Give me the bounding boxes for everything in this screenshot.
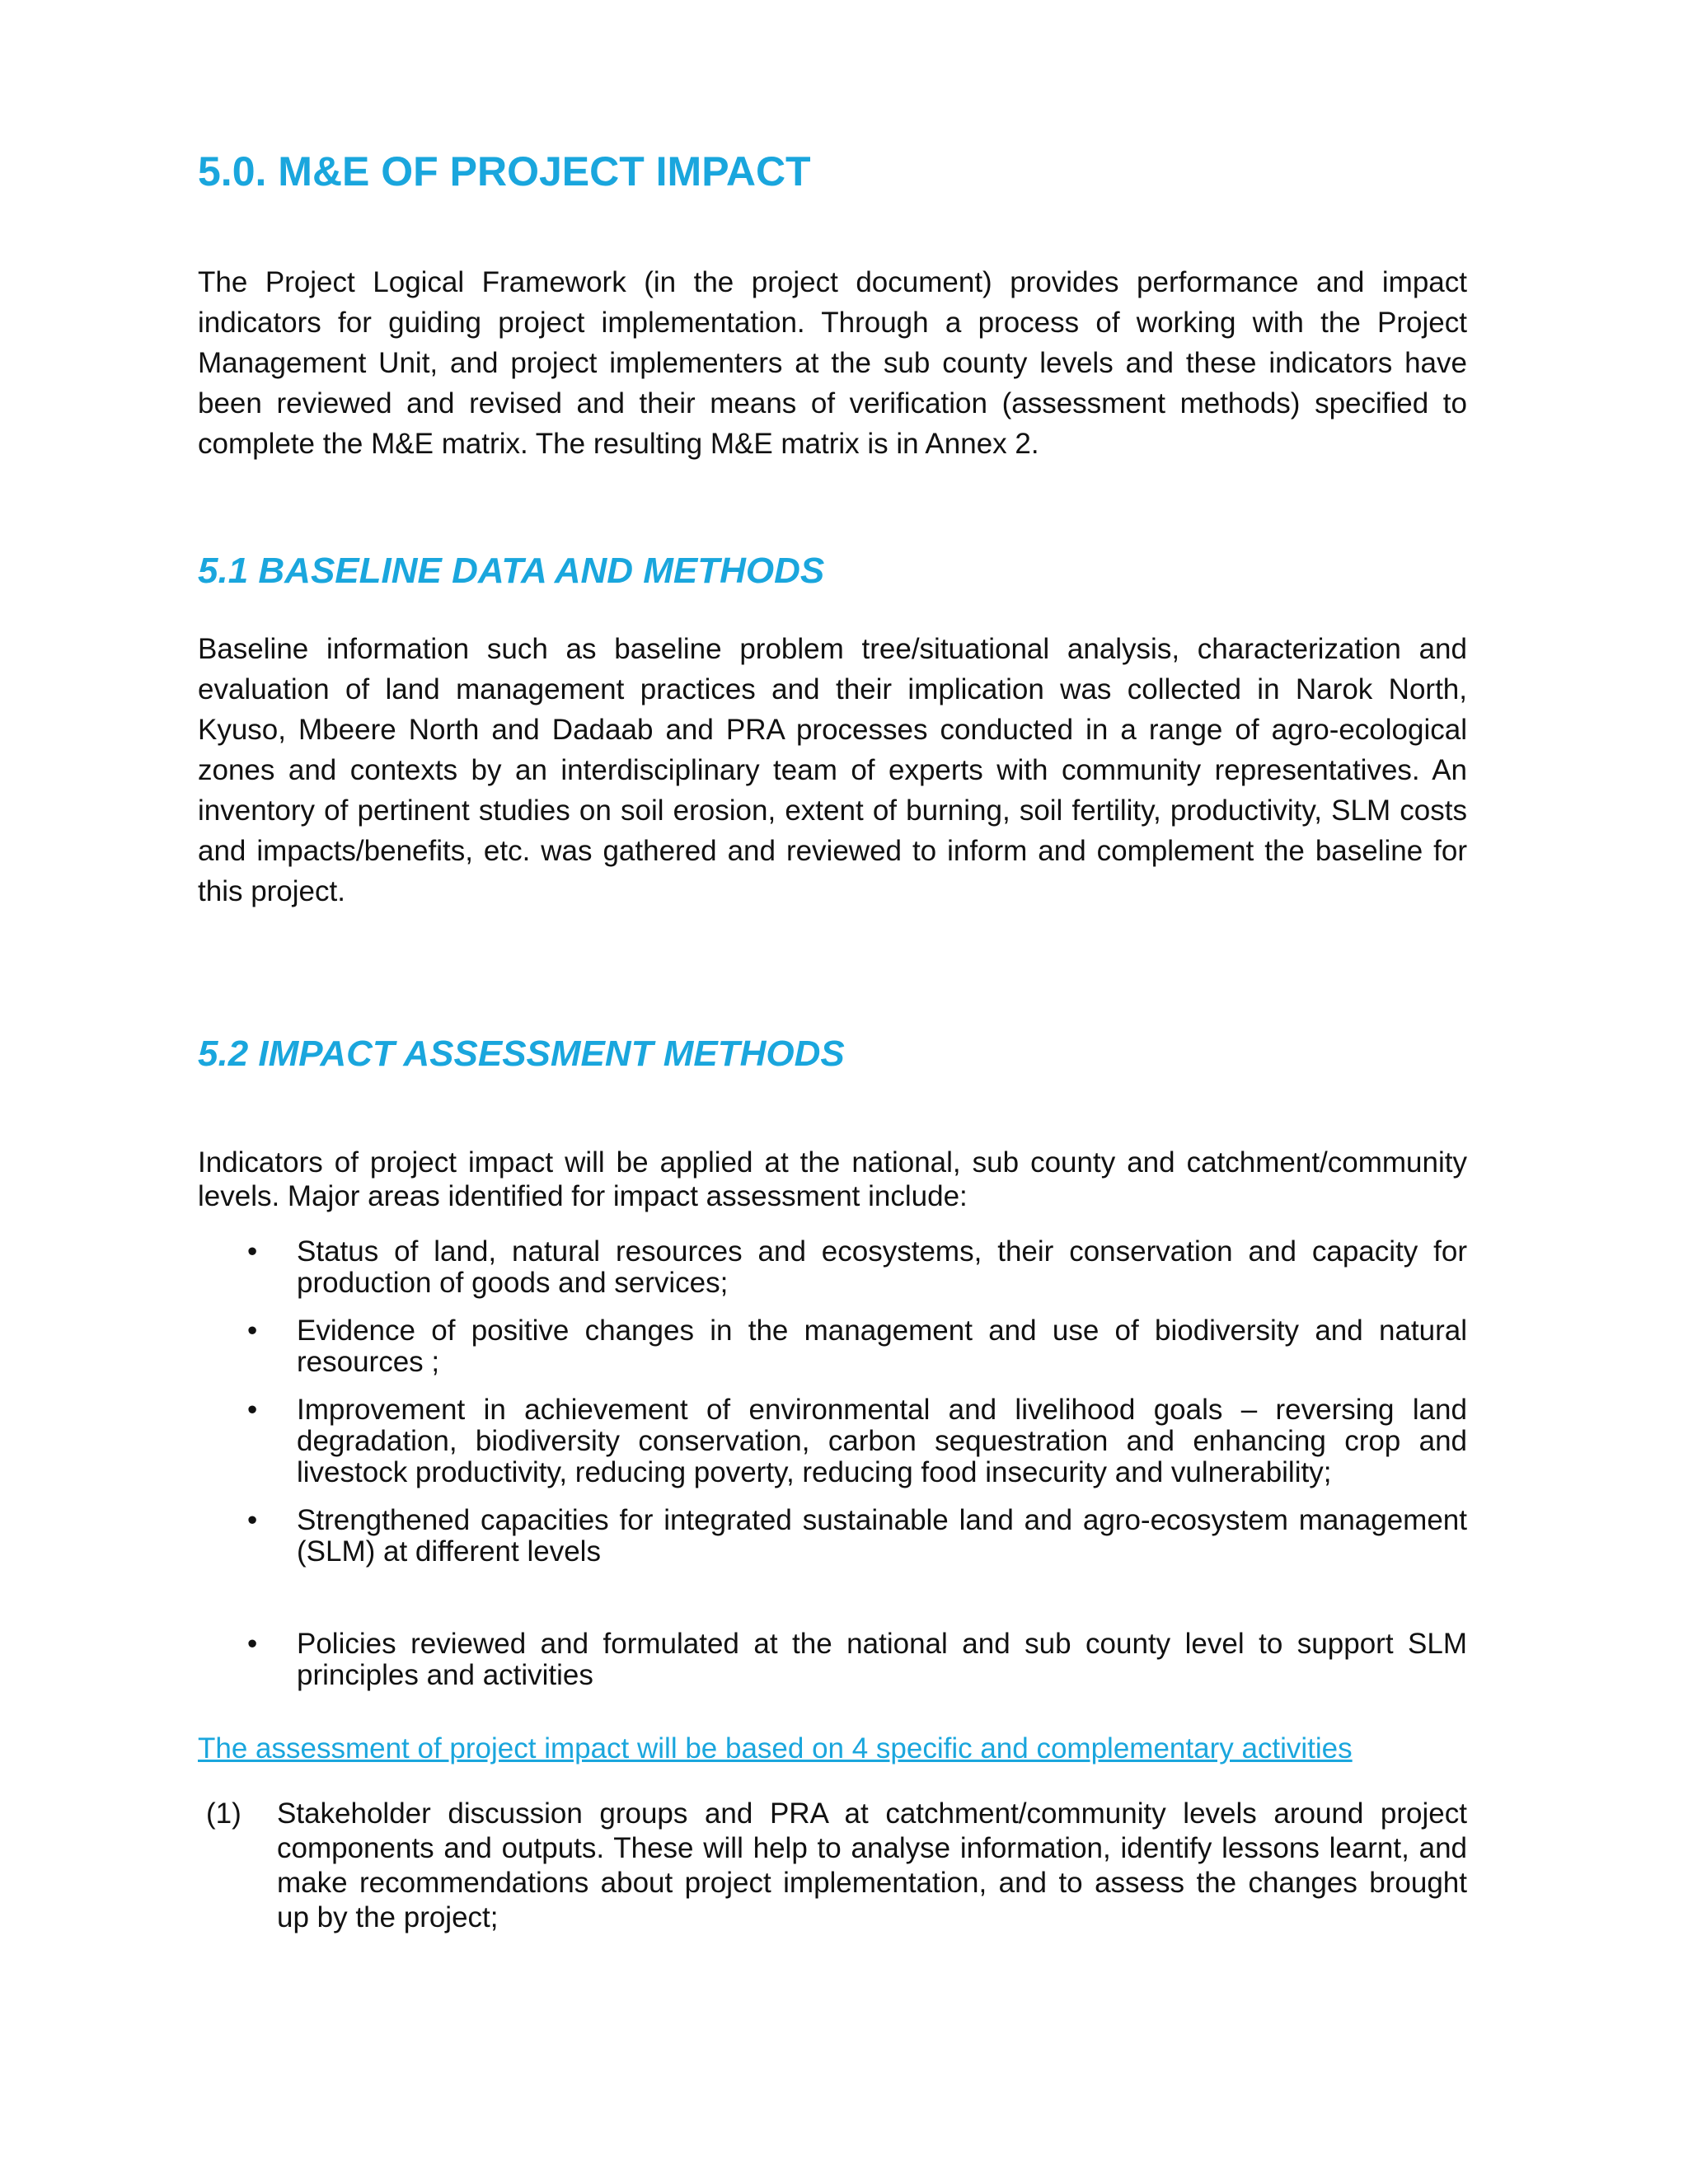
list-item-text: Status of land, natural resources and ecosystems, their conservation and capacity for production of goods and services; <box>297 1235 1467 1299</box>
bullet-icon: • <box>247 1628 258 1660</box>
list-item-text: Stakeholder discussion groups and PRA at catchment/community levels around project components and outputs. These will help to analyse information, identify lessons learnt, and make recommendations about project implementation, and to assess the changes brought up by the project; <box>277 1797 1467 1933</box>
impact-areas-list <box>198 1236 1467 1708</box>
assessment-activities-list <box>198 1797 1467 1935</box>
list-item <box>198 1236 1467 1299</box>
list-item <box>198 1505 1467 1568</box>
bullet-icon: • <box>247 1394 258 1426</box>
section-5-1-paragraph: Baseline information such as baseline problem tree/situational analysis, characterization and evaluation of land management practices and their implication was collected in Narok North, Kyuso, Mbeere North and Dadaab and PRA processes conducted in a range of agro-ecological zones and contexts by an interdisciplinary team of experts with community representatives. An inventory of pertinent studies on soil erosion, extent of burning, soil fertility, productivity, SLM costs and impacts/benefits, etc. was gathered and reviewed to inform and complement the baseline for this project. <box>198 633 1467 907</box>
page-title: 5.0. M&E OF PROJECT IMPACT <box>198 148 811 194</box>
bullet-icon: • <box>247 1504 258 1536</box>
list-number: (1) <box>206 1797 241 1830</box>
list-item-text: Improvement in achievement of environmental and livelihood goals – reversing land degradation, biodiversity conservation, carbon sequestration and enhancing crop and livestock productivity, reducing poverty, reducing food insecurity and vulnerability; <box>297 1394 1467 1488</box>
list-item-text: Policies reviewed and formulated at the national and sub county level to support SLM principles and activities <box>297 1628 1467 1691</box>
list-item-text: Strengthened capacities for integrated sustainable land and agro-ecosystem management (SLM) at different levels <box>297 1504 1467 1568</box>
list-item <box>198 1315 1467 1378</box>
document-page <box>198 0 1467 2184</box>
intro-paragraph: The Project Logical Framework (in the project document) provides performance and impact indicators for guiding project implementation. Through a process of working with the Project Management Unit, and project implementers at the sub county levels and these indicators have been reviewed and revised and their means of verification (assessment methods) specified to complete the M&E matrix. The resulting M&E matrix is in Annex 2. <box>198 266 1467 460</box>
section-5-2-heading: 5.2 IMPACT ASSESSMENT METHODS <box>198 1033 845 1074</box>
section-5-2-paragraph: Indicators of project impact will be applied at the national, sub county and catchment/community levels. Major areas identified for impact assessment include: <box>198 1146 1467 1212</box>
bullet-icon: • <box>247 1235 258 1268</box>
section-5-1-heading: 5.1 BASELINE DATA AND METHODS <box>198 551 825 591</box>
assessment-activities-link[interactable]: The assessment of project impact will be based on 4 specific and complementary activities <box>198 1732 1353 1765</box>
list-item <box>198 1394 1467 1488</box>
list-item <box>198 1629 1467 1691</box>
list-item <box>198 1797 1467 1935</box>
bullet-icon: • <box>247 1315 258 1347</box>
list-item-text: Evidence of positive changes in the management and use of biodiversity and natural resources ; <box>297 1315 1467 1378</box>
